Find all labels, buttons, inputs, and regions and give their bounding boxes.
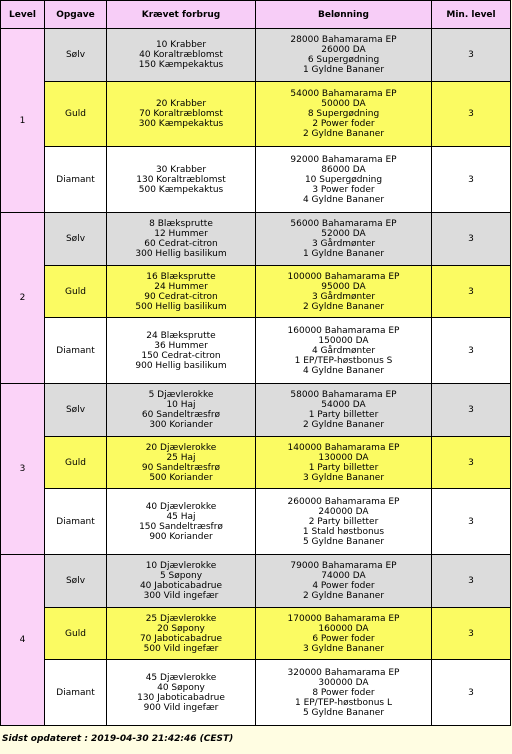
required-item: 300 Koriander <box>149 420 213 430</box>
reward-item: 1 Party billetter <box>308 462 379 473</box>
task-cell: Diamant <box>45 660 107 726</box>
header-required: Krævet forbrug <box>107 1 256 29</box>
min-level-cell: 3 <box>432 266 511 318</box>
table-row <box>1 266 511 318</box>
reward-cell <box>256 437 432 489</box>
min-level-cell: 3 <box>432 318 511 384</box>
required-item: 130 Jaboticabadrue <box>137 692 225 703</box>
reward-item: 100000 Bahamarama EP <box>287 271 400 282</box>
table-body <box>1 29 511 726</box>
min-level-cell: 3 <box>432 82 511 147</box>
required-item: 36 Hummer <box>154 340 208 351</box>
table-row <box>1 147 511 213</box>
required-item: 8 Blæksprutte <box>149 219 213 229</box>
task-cell: Sølv <box>45 213 107 266</box>
required-item: 10 Haj <box>166 400 196 410</box>
reward-cell <box>256 608 432 660</box>
table-row <box>1 82 511 147</box>
required-item: 16 Blæksprutte <box>146 271 216 282</box>
min-level-cell: 3 <box>432 384 511 437</box>
reward-item: 4 Gårdmønter <box>311 345 376 356</box>
min-level-cell: 3 <box>432 489 511 555</box>
table-row <box>1 555 511 608</box>
required-item: 300 Vild ingefær <box>143 591 219 601</box>
reward-item: 26000 DA <box>321 45 366 55</box>
header-row <box>1 1 511 29</box>
reward-item: 2 Gyldne Bananer <box>302 129 385 139</box>
reward-cell <box>256 660 432 726</box>
required-item: 500 Vild ingefær <box>143 643 219 654</box>
required-item: 40 Djævlerokke <box>145 501 217 512</box>
required-item: 900 Hellig basilikum <box>135 360 227 371</box>
required-cell <box>107 437 256 489</box>
required-cell <box>107 213 256 266</box>
reward-cell <box>256 555 432 608</box>
reward-item: 10 Supergødning <box>304 174 383 185</box>
reward-item: 300000 DA <box>318 677 369 688</box>
required-cell <box>107 29 256 82</box>
required-item: 60 Sandeltræsfrø <box>141 410 221 420</box>
required-item: 25 Djævlerokke <box>145 613 217 624</box>
min-level-cell: 3 <box>432 660 511 726</box>
table-row <box>1 660 511 726</box>
reward-item: 52000 DA <box>321 229 366 239</box>
reward-item: 74000 DA <box>321 571 366 581</box>
reward-item: 170000 Bahamarama EP <box>287 613 400 624</box>
table-row <box>1 213 511 266</box>
min-level-cell: 3 <box>432 147 511 213</box>
reward-item: 6 Power foder <box>312 633 375 644</box>
required-item: 45 Haj <box>166 511 196 522</box>
min-level-cell: 3 <box>432 29 511 82</box>
required-item: 500 Koriander <box>149 472 213 483</box>
required-cell <box>107 384 256 437</box>
reward-item: 5 Gyldne Bananer <box>302 536 385 547</box>
reward-item: 54000 Bahamarama EP <box>290 89 397 99</box>
last-updated: Sidst opdateret : 2019-04-30 21:42:46 (CEST) <box>2 734 234 744</box>
reward-item: 8 Supergødning <box>307 109 380 119</box>
reward-cell <box>256 29 432 82</box>
reward-item: 86000 DA <box>321 164 366 175</box>
required-item: 10 Djævlerokke <box>145 561 217 571</box>
reward-item: 2 Gyldne Bananer <box>302 420 385 430</box>
reward-item: 1 Gyldne Bananer <box>302 65 385 75</box>
required-item: 90 Sandeltræsfrø <box>141 462 221 473</box>
reward-item: 160000 DA <box>318 623 369 634</box>
table-row <box>1 489 511 555</box>
table-row <box>1 384 511 437</box>
required-item: 150 Cedrat-citron <box>141 350 221 361</box>
required-cell <box>107 266 256 318</box>
required-item: 40 Koraltræblomst <box>139 50 223 60</box>
reward-item: 28000 Bahamarama EP <box>290 35 397 45</box>
task-cell: Diamant <box>45 147 107 213</box>
task-cell: Sølv <box>45 384 107 437</box>
reward-cell <box>256 318 432 384</box>
reward-item: 160000 Bahamarama EP <box>287 325 400 336</box>
reward-item: 5 Gyldne Bananer <box>302 707 385 718</box>
reward-item: 79000 Bahamarama EP <box>290 561 397 571</box>
required-item: 300 Kæmpekaktus <box>138 119 224 129</box>
required-item: 12 Hummer <box>154 229 208 239</box>
required-item: 130 Koraltræblomst <box>136 174 226 185</box>
task-cell: Guld <box>45 82 107 147</box>
required-item: 10 Krabber <box>155 40 207 50</box>
table-row <box>1 318 511 384</box>
reward-item: 1 Stald høstbonus <box>302 526 385 537</box>
required-item: 70 Jaboticabadrue <box>139 633 223 644</box>
table-row <box>1 437 511 489</box>
required-item: 900 Vild ingefær <box>143 702 219 713</box>
level-cell: 4 <box>1 555 45 726</box>
required-item: 500 Hellig basilikum <box>135 301 227 312</box>
reward-cell <box>256 489 432 555</box>
reward-item: 3 Power foder <box>312 184 375 195</box>
required-item: 5 Søpony <box>159 571 203 581</box>
reward-item: 95000 DA <box>321 281 366 292</box>
required-item: 60 Cedrat-citron <box>144 239 218 249</box>
reward-item: 8 Power foder <box>312 687 375 698</box>
required-cell <box>107 318 256 384</box>
reward-item: 260000 Bahamarama EP <box>287 496 400 507</box>
header-reward: Belønning <box>256 1 432 29</box>
required-item: 30 Krabber <box>155 164 207 175</box>
task-cell: Guld <box>45 608 107 660</box>
table-row <box>1 29 511 82</box>
required-cell <box>107 82 256 147</box>
required-item: 90 Cedrat-citron <box>144 291 218 302</box>
task-cell: Diamant <box>45 489 107 555</box>
reward-cell <box>256 147 432 213</box>
level-cell: 2 <box>1 213 45 384</box>
reward-cell <box>256 213 432 266</box>
level-cell: 3 <box>1 384 45 555</box>
reward-item: 1 Gyldne Bananer <box>302 249 385 259</box>
required-item: 25 Haj <box>166 452 196 463</box>
reward-item: 92000 Bahamarama EP <box>290 154 397 165</box>
min-level-cell: 3 <box>432 608 511 660</box>
task-cell: Sølv <box>45 555 107 608</box>
reward-item: 56000 Bahamarama EP <box>290 219 397 229</box>
reward-item: 1 EP/TEP-høstbonus L <box>294 697 392 708</box>
reward-item: 2 Gyldne Bananer <box>302 301 385 312</box>
reward-item: 130000 DA <box>318 452 369 463</box>
required-item: 20 Djævlerokke <box>145 442 217 453</box>
min-level-cell: 3 <box>432 437 511 489</box>
header-level: Level <box>1 1 45 29</box>
required-item: 300 Hellig basilikum <box>135 249 227 259</box>
reward-item: 2 Gyldne Bananer <box>302 591 385 601</box>
reward-item: 1 Party billetter <box>308 410 379 420</box>
task-cell: Guld <box>45 437 107 489</box>
required-item: 900 Koriander <box>149 531 213 542</box>
header-min-level: Min. level <box>432 1 511 29</box>
task-cell: Guld <box>45 266 107 318</box>
min-level-cell: 3 <box>432 213 511 266</box>
required-cell <box>107 147 256 213</box>
required-cell <box>107 489 256 555</box>
required-item: 24 Blæksprutte <box>146 330 216 341</box>
reward-item: 4 Gyldne Bananer <box>302 365 385 376</box>
reward-cell <box>256 266 432 318</box>
reward-item: 140000 Bahamarama EP <box>287 442 400 453</box>
required-cell <box>107 660 256 726</box>
required-item: 24 Hummer <box>154 281 208 292</box>
required-item: 150 Sandeltræsfrø <box>139 521 223 532</box>
reward-item: 4 Gyldne Bananer <box>302 194 385 205</box>
required-item: 20 Søpony <box>157 623 205 634</box>
reward-item: 3 Gyldne Bananer <box>302 643 385 654</box>
required-cell <box>107 555 256 608</box>
min-level-cell: 3 <box>432 555 511 608</box>
required-item: 70 Koraltræblomst <box>139 109 223 119</box>
required-item: 500 Kæmpekaktus <box>138 184 224 195</box>
reward-item: 240000 DA <box>318 506 369 517</box>
required-cell <box>107 608 256 660</box>
reward-item: 150000 DA <box>318 335 369 346</box>
reward-item: 6 Supergødning <box>307 55 380 65</box>
task-cell: Diamant <box>45 318 107 384</box>
reward-cell <box>256 384 432 437</box>
reward-item: 1 EP/TEP-høstbonus S <box>294 355 393 366</box>
reward-item: 3 Gyldne Bananer <box>302 472 385 483</box>
required-item: 5 Djævlerokke <box>148 390 214 400</box>
reward-item: 320000 Bahamarama EP <box>287 667 400 678</box>
level-cell: 1 <box>1 29 45 213</box>
required-item: 40 Søpony <box>157 682 205 693</box>
reward-item: 3 Gårdmønter <box>311 239 376 249</box>
header-task: Opgave <box>45 1 107 29</box>
reward-item: 50000 DA <box>321 99 366 109</box>
table-row <box>1 608 511 660</box>
reward-item: 2 Power foder <box>312 119 375 129</box>
task-cell: Sølv <box>45 29 107 82</box>
required-item: 45 Djævlerokke <box>145 672 217 683</box>
required-item: 20 Krabber <box>155 99 207 109</box>
required-item: 40 Jaboticabadrue <box>139 581 223 591</box>
required-item: 150 Kæmpekaktus <box>138 60 224 70</box>
reward-item: 58000 Bahamarama EP <box>290 390 397 400</box>
reward-item: 54000 DA <box>321 400 366 410</box>
reward-item: 2 Party billetter <box>308 516 379 527</box>
reward-item: 4 Power foder <box>312 581 375 591</box>
reward-item: 3 Gårdmønter <box>311 291 376 302</box>
reward-cell <box>256 82 432 147</box>
